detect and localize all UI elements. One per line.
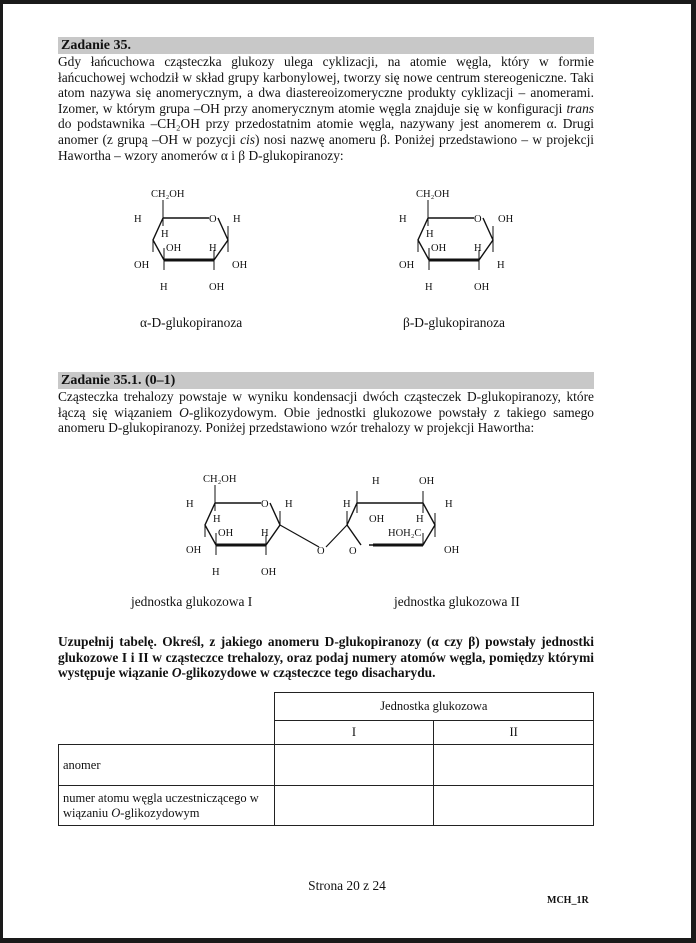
alpha-glucopyranose-structure	[131, 184, 256, 299]
svg-text:H: H	[425, 282, 433, 293]
answer-cell-anomer-unit-1[interactable]	[274, 745, 434, 786]
svg-text:H: H	[372, 476, 380, 487]
svg-text:OH: OH	[134, 260, 150, 271]
svg-text:H: H	[160, 282, 168, 293]
svg-text:H: H	[399, 214, 407, 225]
unit-2-caption: jednostka glukozowa II	[394, 594, 520, 609]
svg-text:CH₂OH: CH₂OH	[203, 474, 237, 485]
task-35-1-header: Zadanie 35.1. (0–1)	[58, 372, 594, 389]
svg-text:H: H	[261, 528, 269, 539]
svg-text:OH: OH	[474, 282, 490, 293]
row-label-anomer: anomer	[59, 745, 275, 786]
svg-text:H: H	[343, 499, 351, 510]
svg-text:O: O	[317, 546, 325, 557]
svg-text:H: H	[161, 229, 169, 240]
svg-text:O: O	[474, 214, 482, 225]
svg-text:H: H	[426, 229, 434, 240]
svg-text:HOH₂C: HOH₂C	[388, 528, 422, 539]
svg-text:OH: OH	[431, 243, 447, 254]
unit-1-caption: jednostka glukozowa I	[131, 594, 253, 609]
trehalose-structure	[183, 469, 473, 584]
svg-text:CH₂OH: CH₂OH	[416, 189, 450, 200]
answer-cell-anomer-unit-2[interactable]	[434, 745, 594, 786]
svg-text:H: H	[416, 514, 424, 525]
svg-text:CH₂OH: CH₂OH	[151, 189, 185, 200]
svg-text:O: O	[261, 499, 269, 510]
answer-cell-carbon-unit-1[interactable]	[274, 786, 434, 826]
beta-caption: β-D-glukopiranoza	[403, 315, 505, 330]
task-35-header: Zadanie 35.	[58, 37, 594, 54]
table-col-header-2: II	[434, 721, 594, 745]
table-col-header-1: I	[274, 721, 434, 745]
svg-text:OH: OH	[498, 214, 514, 225]
svg-text:H: H	[474, 243, 482, 254]
beta-glucopyranose-structure	[396, 184, 526, 299]
row-label-carbon-number: numer atomu węgla uczestniczącego w wiązaniu O-glikozydowym	[59, 786, 275, 826]
svg-text:H: H	[212, 567, 220, 578]
svg-text:OH: OH	[419, 476, 435, 487]
svg-text:H: H	[285, 499, 293, 510]
task-35-1-paragraph: Cząsteczka trehalozy powstaje w wyniku kondensacji dwóch cząsteczek D-glukopiranozy, które łączą się wiązaniem O-glikozydowym. Obie jednostki glukozowe powstały z takiego samego anomeru D-glukopiranozy. Poniżej przedstawiono wzór trehalozy w projekcji Hawortha:	[58, 389, 594, 436]
svg-text:OH: OH	[444, 545, 460, 556]
task-35-paragraph: Gdy łańcuchowa cząsteczka glukozy ulega cyklizacji, na atomie węgla, który w formie łańcuchowej wchodził w skład grupy karbonylowej, tworzy się nowe centrum stereogeniczne. Taki atom nazywa się anomerycznym, a dwa diastereoizomeryczne produkty cyklizacji – anomerami. Izomer, w którym grupa –OH przy anomerycznym atomie węgla znajduje się w konfiguracji trans do podstawnika –CH₂OH przy przedostatnim atomie węgla, nazywany jest anomerem α. Drugi anomer (z grupą –OH w pozycji cis) nosi nazwę anomeru β. Poniżej przedstawiono – w projekcji Hawortha – wzory anomerów α i β D-glukopiranozy:	[58, 54, 595, 163]
svg-text:H: H	[445, 499, 453, 510]
svg-text:OH: OH	[186, 545, 202, 556]
exam-code: MCH_1R	[547, 895, 589, 906]
svg-text:O: O	[209, 214, 217, 225]
svg-text:OH: OH	[261, 567, 277, 578]
svg-text:H: H	[134, 214, 142, 225]
svg-text:O: O	[349, 546, 357, 557]
svg-text:H: H	[209, 243, 217, 254]
task-instruction: Uzupełnij tabelę. Określ, z jakiego anomeru D-glukopiranozy (α czy β) powstały jednostki glukozowe I i II w cząsteczce trehalozy, oraz podaj numery atomów węgla, pomiędzy którymi występuje wiązanie O-glikozydowe w cząsteczce tego disacharydu.	[58, 634, 594, 681]
svg-text:OH: OH	[209, 282, 225, 293]
page-number: Strona 20 z 24	[308, 878, 386, 893]
answer-cell-carbon-unit-2[interactable]	[434, 786, 594, 826]
svg-text:H: H	[213, 514, 221, 525]
answer-table	[58, 692, 594, 826]
svg-text:H: H	[233, 214, 241, 225]
alpha-caption: α-D-glukopiranoza	[140, 315, 243, 330]
svg-text:H: H	[497, 260, 505, 271]
svg-text:OH: OH	[218, 528, 234, 539]
svg-text:OH: OH	[399, 260, 415, 271]
svg-text:H: H	[186, 499, 194, 510]
svg-text:OH: OH	[166, 243, 182, 254]
svg-text:OH: OH	[369, 514, 385, 525]
table-header-glucose-unit: Jednostka glukozowa	[274, 693, 593, 721]
svg-text:OH: OH	[232, 260, 248, 271]
exam-page	[3, 4, 691, 938]
